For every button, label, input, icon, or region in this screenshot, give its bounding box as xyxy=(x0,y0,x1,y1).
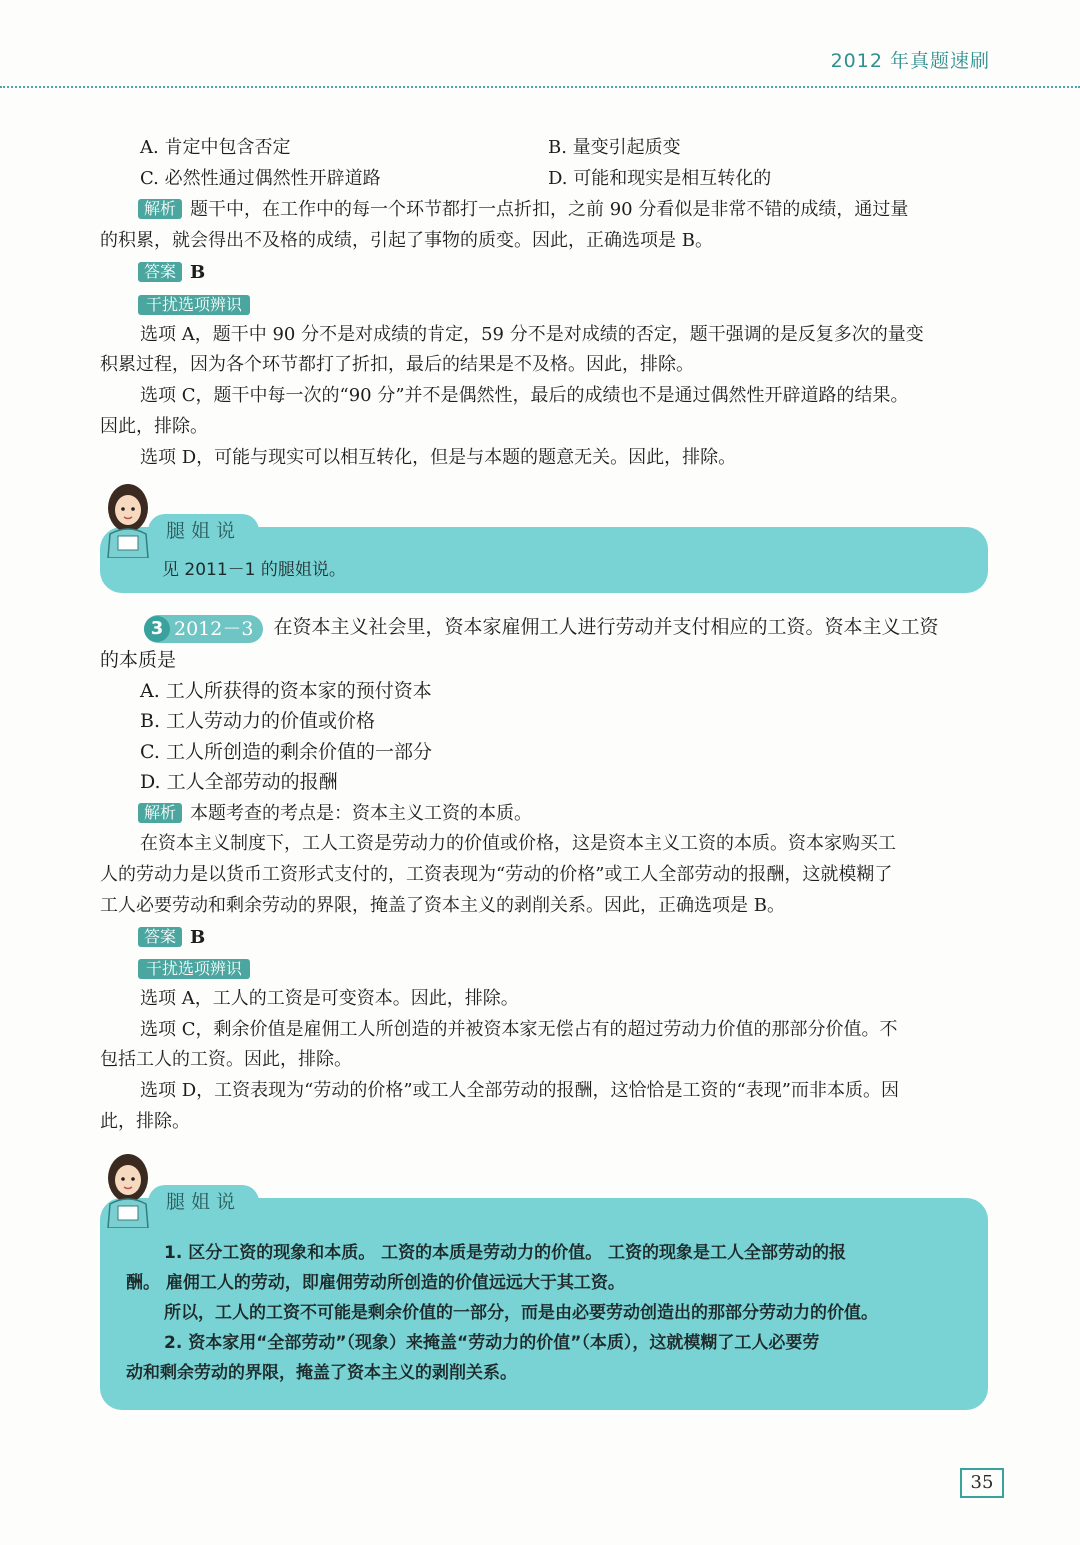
q2-distractor-line-2: 积累过程，因为各个环节都打了折扣，最后的结果是不及格。因此，排除。 xyxy=(100,354,694,375)
q3-option-c: C. 工人所创造的剩余价值的一部分 xyxy=(140,741,432,763)
q3-option-a: A. 工人所获得的资本家的预付资本 xyxy=(140,680,432,702)
q3-stem-text-1: 在资本主义社会里，资本家雇佣工人进行劳动并支付相应的工资。资本主义工资 xyxy=(273,616,939,638)
q3-distractor-line-5: 此，排除。 xyxy=(100,1111,190,1132)
q3-note-line-2: 酬。 雇佣工人的劳动，即雇佣劳动所创造的价值远远大于其工资。 xyxy=(126,1273,625,1293)
question-code: 2012－3 xyxy=(144,615,263,643)
q3-note-line-4: 2. 资本家用“全部劳动”（现象）来掩盖“劳动力的价值”（本质），这就模糊了工人必要劳 xyxy=(164,1333,820,1353)
q2-distractor-line-1: 选项 A，题干中 90 分不是对成绩的肯定，59 分不是对成绩的否定，题干强调的是反复多次的量变 xyxy=(140,324,924,345)
q2-distractor-line-3: 选项 C，题干中每一次的“90 分”并不是偶然性，最后的成绩也不是通过偶然性开辟道路的结果。 xyxy=(140,385,909,406)
q3-analysis-line-4: 工人必要劳动和剩余劳动的界限，掩盖了资本主义的剥削关系。因此，正确选项是 B。 xyxy=(100,895,785,916)
q3-option-b: B. 工人劳动力的价值或价格 xyxy=(140,710,376,732)
q2-analysis-line-1 xyxy=(138,195,908,225)
q3-note-tab: 腿姐说 xyxy=(148,1185,259,1219)
header-divider xyxy=(0,86,1080,88)
question-number-badge xyxy=(144,613,273,643)
q3-answer-value: B xyxy=(190,927,206,948)
q3-distractor-line-4: 选项 D，工资表现为“劳动的价格”或工人全部劳动的报酬，这恰恰是工资的“表现”而非本质。因 xyxy=(140,1080,899,1101)
distractor-tag: 干扰选项辨识 xyxy=(138,295,250,315)
answer-tag: 答案 xyxy=(138,262,182,282)
q2-option-a: A. 肯定中包含否定 xyxy=(140,137,291,158)
distractor-tag: 干扰选项辨识 xyxy=(138,959,250,979)
q2-note-text: 见 2011－1 的腿姐说。 xyxy=(162,560,346,580)
q3-note-line-5: 动和剩余劳动的界限，掩盖了资本主义的剥削关系。 xyxy=(126,1363,517,1383)
q2-answer-value: B xyxy=(190,262,206,283)
q2-answer-line xyxy=(138,258,205,288)
q3-analysis-text-1: 本题考查的考点是：资本主义工资的本质。 xyxy=(190,803,533,824)
question-number: 3 xyxy=(144,616,170,642)
page-number: 35 xyxy=(960,1468,1004,1498)
q3-stem-line-2: 的本质是 xyxy=(100,649,177,671)
q2-distractor-line-4: 因此，排除。 xyxy=(100,416,208,437)
q3-stem-line-1 xyxy=(144,612,938,643)
q3-distractor-heading xyxy=(138,955,258,985)
q3-distractor-line-1: 选项 A，工人的工资是可变资本。因此，排除。 xyxy=(140,988,519,1009)
q2-note-tab: 腿姐说 xyxy=(148,514,259,548)
q3-analysis-line-3: 人的劳动力是以货币工资形式支付的，工资表现为“劳动的价格”或工人全部劳动的报酬，这就模糊了 xyxy=(100,864,893,885)
q3-note-line-1: 1. 区分工资的现象和本质。 工资的本质是劳动力的价值。 工资的现象是工人全部劳动的报 xyxy=(164,1243,847,1263)
running-header: 2012 年真题速刷 xyxy=(830,50,990,72)
q2-distractor-line-5: 选项 D，可能与现实可以相互转化，但是与本题的题意无关。因此，排除。 xyxy=(140,447,737,468)
analysis-tag: 解析 xyxy=(138,803,182,823)
analysis-tag: 解析 xyxy=(138,199,182,219)
q2-option-c: C. 必然性通过偶然性开辟道路 xyxy=(140,168,381,189)
q3-answer-line xyxy=(138,923,205,953)
answer-tag: 答案 xyxy=(138,927,182,947)
q3-option-d: D. 工人全部劳动的报酬 xyxy=(140,771,338,793)
girl-mascot-icon xyxy=(100,1148,160,1228)
q3-analysis-line-2: 在资本主义制度下，工人工资是劳动力的价值或价格，这是资本主义工资的本质。资本家购买工 xyxy=(140,833,896,854)
girl-mascot-icon xyxy=(100,478,160,558)
q2-option-d: D. 可能和现实是相互转化的 xyxy=(548,168,772,189)
q2-distractor-heading xyxy=(138,291,258,321)
q3-distractor-line-3: 包括工人的工资。因此，排除。 xyxy=(100,1049,352,1070)
q3-distractor-line-2: 选项 C，剩余价值是雇佣工人所创造的并被资本家无偿占有的超过劳动力价值的那部分价值。不 xyxy=(140,1019,898,1040)
q2-option-b: B. 量变引起质变 xyxy=(548,137,681,158)
q2-analysis-text-1: 题干中，在工作中的每一个环节都打一点折扣，之前 90 分看似是非常不错的成绩，通过量 xyxy=(190,199,909,220)
q3-note-line-3: 所以，工人的工资不可能是剩余价值的一部分，而是由必要劳动创造出的那部分劳动力的价值。 xyxy=(164,1303,878,1323)
q3-analysis-line-1 xyxy=(138,799,532,829)
q2-analysis-line-2: 的积累，就会得出不及格的成绩，引起了事物的质变。因此，正确选项是 B。 xyxy=(100,230,713,251)
